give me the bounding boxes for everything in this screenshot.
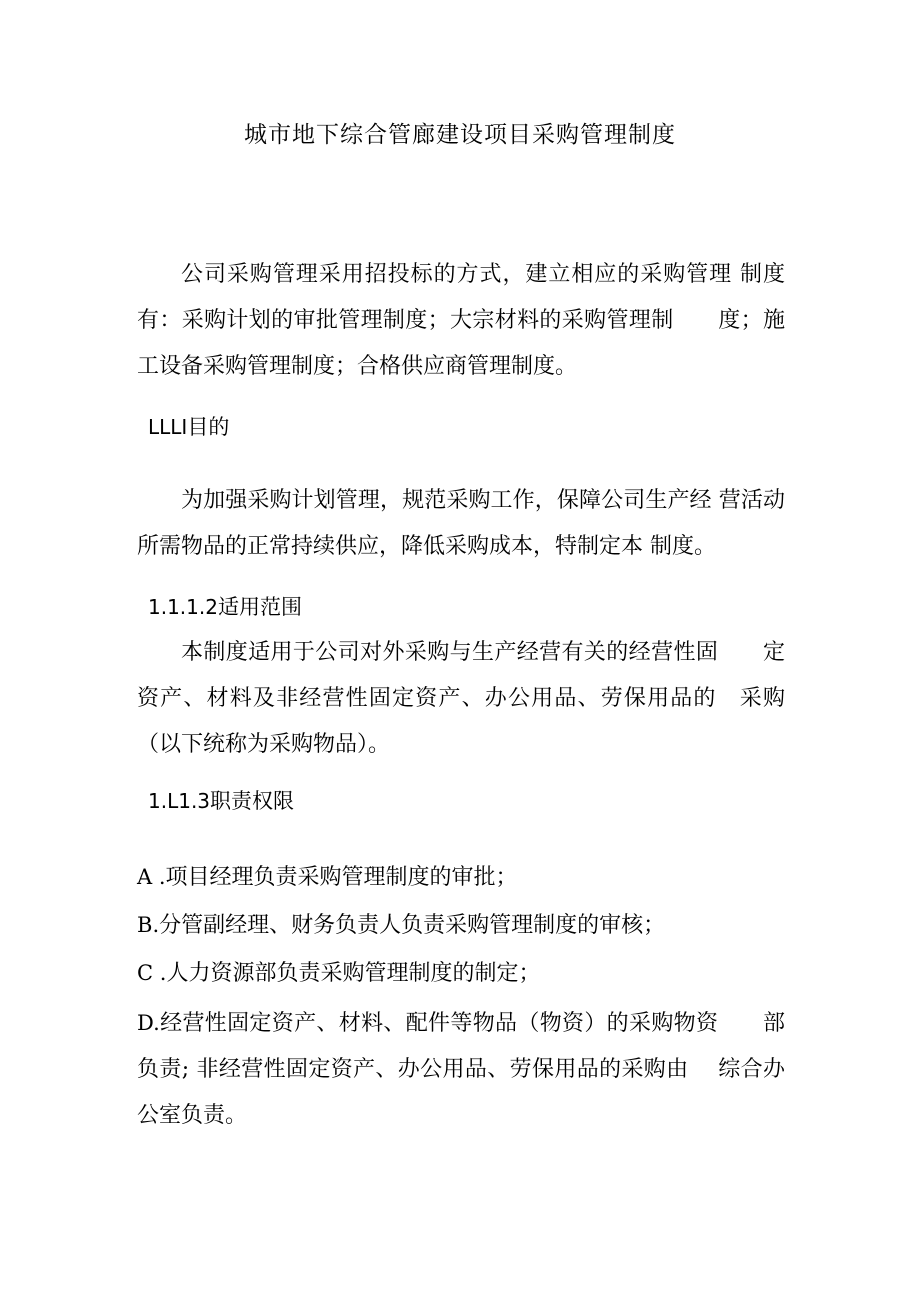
list-item-separator: . — [152, 913, 160, 937]
list-item-text: 人力资源部负责采购管理制度的制定； — [166, 961, 541, 986]
list-item-separator: . — [153, 961, 167, 985]
purpose-paragraph: 为加强采购计划管理，规范采购工作，保障公司生产经 营活动所需物品的正常持续供应，降低采购成本，特制定本 制度。 — [137, 488, 785, 559]
list-item — [137, 1000, 785, 1139]
section-number: 1.1.1.2 — [148, 595, 218, 619]
list-item-separator: . — [152, 865, 166, 889]
list-item-text: 经营性固定资产、材料、配件等物品（物资）的采购物资 部负责; 非经营性固定资产、办公用品、劳保用品的采购由 综合办公室负责。 — [137, 1011, 785, 1128]
intro-paragraph: 公司采购管理采用招投标的方式，建立相应的采购管理 制度有：采购计划的审批管理制度；大宗材料的采购管理制 度；施工设备采购管理制度；合格供应商管理制度。 — [137, 262, 785, 379]
section-title: 适用范围 — [217, 595, 302, 619]
list-item — [137, 854, 785, 901]
document-title: 城市地下综合管廊建设项目采购管理制度 — [244, 122, 676, 148]
list-item — [137, 950, 785, 997]
section-heading-responsibilities — [148, 784, 294, 818]
list-item — [137, 902, 785, 949]
section-heading-scope — [148, 590, 302, 624]
list-item-letter: C — [137, 961, 154, 985]
list-item-letter: B — [137, 913, 153, 937]
list-item-letter: A — [137, 865, 153, 889]
section-number: LLLI — [148, 415, 188, 439]
list-item-separator: . — [153, 1011, 160, 1035]
scope-paragraph: 本制度适用于公司对外采购与生产经营有关的经营性固 定资产、材料及非经营性固定资产、办公用品、劳保用品的 采购（以下统称为采购物品）。 — [137, 640, 785, 757]
section-title: 职责权限 — [210, 789, 295, 813]
list-item-text: 分管副经理、财务负责人负责采购管理制度的审核； — [159, 913, 666, 938]
section-number: 1.L1.3 — [148, 789, 211, 813]
list-item-text: 项目经理负责采购管理制度的审批； — [165, 865, 518, 890]
list-item-letter: D — [137, 1011, 154, 1035]
section-heading-purpose — [148, 410, 229, 444]
section-title: 目的 — [187, 415, 230, 439]
